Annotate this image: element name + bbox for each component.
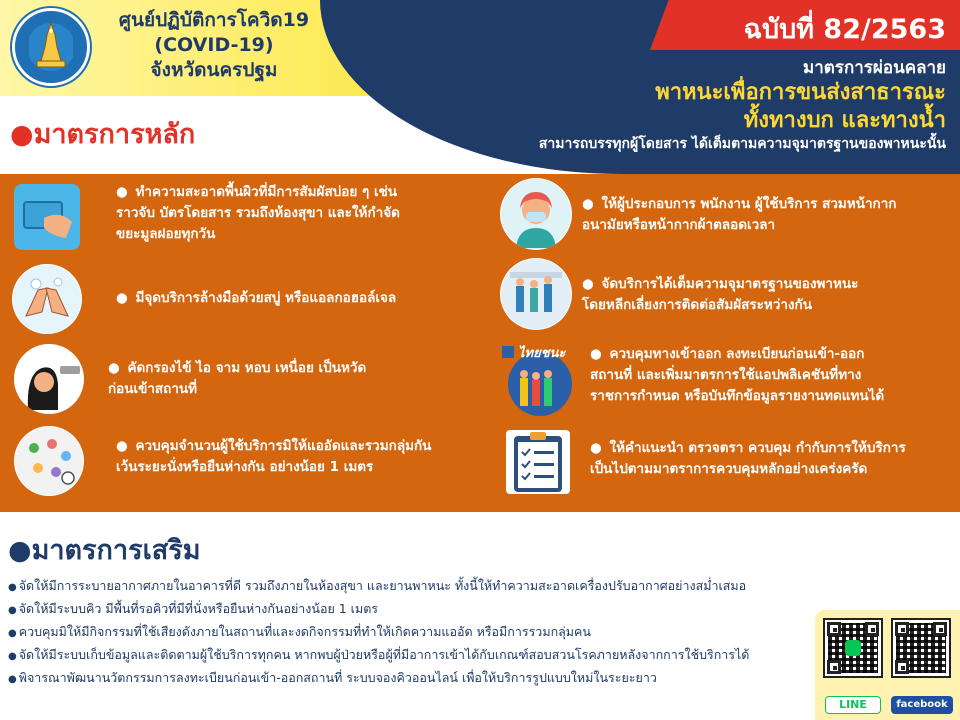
- item-line: เป็นไปตามมาตราการควบคุมหลักอย่างเคร่งครัด: [590, 461, 868, 477]
- main-item-supervision: [590, 438, 950, 480]
- item-line: เว้นระยะนั่งหรือยืนห่างกัน อย่างน้อย 1 เมตร: [116, 459, 374, 475]
- secondary-measures-list: [8, 575, 818, 690]
- main-item-capacity: [582, 274, 952, 316]
- qr-code-panel: [815, 610, 960, 720]
- item-line: จัดบริการได้เต็มความจุมาตรฐานของพาหนะ: [601, 276, 859, 292]
- vehicle-title-line1: พาหนะเพื่อการขนส่งสาธารณะ: [655, 80, 946, 105]
- facebook-badge[interactable]: facebook: [891, 696, 953, 714]
- item-line: ทำความสะอาดพื้นผิวที่มีการสัมผัสบ่อย ๆ เช่น: [135, 184, 397, 200]
- item-line: สถานที่ และเพิ่มมาตรการใช้แอปพลิเคชันที่ทาง: [590, 367, 862, 383]
- cleaning-cloth-icon: [14, 184, 80, 250]
- center-name-line: (COVID-19): [154, 34, 274, 56]
- center-name-line: ศูนย์ปฏิบัติการโควิด19: [118, 9, 310, 31]
- main-item-handwashing: [116, 288, 456, 309]
- main-heading-text: มาตรการหลัก: [33, 119, 196, 150]
- list-item: ● จัดให้มีการระบายอากาศภายในอาคารที่ดี รวมถึงภายในห้องสุขา และยานพาหนะ ทั้งนี้ให้ทำความสะอาดเครื่องปรับอากาศอย่างสม่ำเสมอ: [8, 575, 818, 598]
- secondary-measures-heading: [8, 528, 201, 571]
- main-item-entry-control: [590, 344, 950, 407]
- line-qr-code-icon[interactable]: [823, 618, 883, 678]
- item-line: ก่อนเข้าสถานที่: [108, 381, 198, 397]
- item-line: โดยหลีกเลี่ยงการติดต่อสัมผัสระหว่างกัน: [582, 297, 812, 313]
- list-item: ● ควบคุมมิให้มีกิจกรรมที่ใช้เสียงดังภายในสถานที่และงดกิจกรรมที่ทำให้เกิดความแออัด หรือมีการรวมกลุ่มคน: [8, 621, 818, 644]
- secondary-heading-text: มาตรการเสริม: [31, 535, 201, 566]
- measure-title: มาตรการผ่อนคลาย: [803, 58, 946, 78]
- item-line: มีจุดบริการล้างมือด้วยสบู่ หรือแอลกอฮอล์เจล: [135, 290, 397, 306]
- temperature-check-icon: [14, 344, 84, 414]
- capacity-note: สามารถบรรทุกผู้โดยสาร ได้เต็มตามความจุมาตรฐานของพาหนะนั้น: [538, 136, 946, 152]
- item-line: คัดกรองไข้ ไอ จาม หอบ เหนื่อย เป็นหวัด: [127, 360, 367, 376]
- item-line: ขยะมูลฝอยทุกวัน: [116, 226, 216, 242]
- thai-chana-queue-icon: [500, 344, 572, 416]
- bullet-icon: ●: [8, 535, 32, 566]
- main-item-masks: [582, 194, 952, 236]
- hand-washing-icon: [12, 264, 82, 334]
- item-line: ราวจับ บัตรโดยสาร รวมถึงห้องสุขา และให้กำจัด: [116, 205, 400, 221]
- list-item: ● จัดให้มีระบบเก็บข้อมูลและติดตามผู้ใช้บริการทุกคน หากพบผู้ป่วยหรือผู้ที่มีอาการเข้าได้กับเกณฑ์สอบสวนโรคภายหลังจากการใช้บริการได้: [8, 644, 818, 667]
- main-measures-panel: [0, 174, 960, 512]
- list-item: ● จัดให้มีระบบคิว มีพื้นที่รอคิวที่มีที่นั่งหรือยืนห่างกันอย่างน้อย 1 เมตร: [8, 598, 818, 621]
- province-logo-icon: [12, 8, 90, 86]
- masked-person-icon: [500, 178, 572, 250]
- item-line: ควบคุมจำนวนผู้ใช้บริการมิให้แออัดและรวมกลุ่มกัน: [135, 438, 432, 454]
- vehicle-title-line2: ทั้งทางบก และทางน้ำ: [743, 108, 946, 133]
- item-line: ราชการกำหนด หรือบันทึกข้อมูลรายงานทดแทนได้: [590, 388, 885, 404]
- issue-number: ฉบับที่ 82/2563: [743, 14, 946, 45]
- main-measures-heading: [10, 112, 195, 155]
- list-item: ● พิจารณาพัฒนานวัตกรรมการลงทะเบียนก่อนเข้า-ออกสถานที่ ระบบจองคิวออนไลน์ เพื่อให้บริการรูปแบบใหม่ในระยะยาว: [8, 667, 818, 690]
- thai-chana-badge: ไทยชนะ: [518, 346, 566, 361]
- checklist-clipboard-icon: [506, 430, 570, 494]
- bus-passengers-icon: [500, 258, 572, 330]
- facebook-qr-code-icon[interactable]: [891, 618, 951, 678]
- crowd-distancing-icon: [14, 426, 84, 496]
- main-item-crowd-control: [116, 436, 476, 478]
- main-item-screening: [108, 358, 458, 400]
- center-name-line: จังหวัดนครปฐม: [150, 59, 278, 81]
- center-name: [96, 8, 332, 83]
- bullet-icon: ●: [10, 119, 34, 150]
- item-line: ให้ผู้ประกอบการ พนักงาน ผู้ใช้บริการ สวมหน้ากาก: [601, 196, 897, 212]
- header: [0, 0, 960, 174]
- item-line: ควบคุมทางเข้าออก ลงทะเบียนก่อนเข้า-ออก: [609, 346, 865, 362]
- main-item-cleaning: [116, 182, 456, 245]
- item-line: อนามัยหรือหน้ากากผ้าตลอดเวลา: [582, 217, 776, 233]
- item-line: ให้คำแนะนำ ตรวจตรา ควบคุม กำกับการให้บริการ: [609, 440, 906, 456]
- line-badge[interactable]: LINE: [825, 696, 881, 714]
